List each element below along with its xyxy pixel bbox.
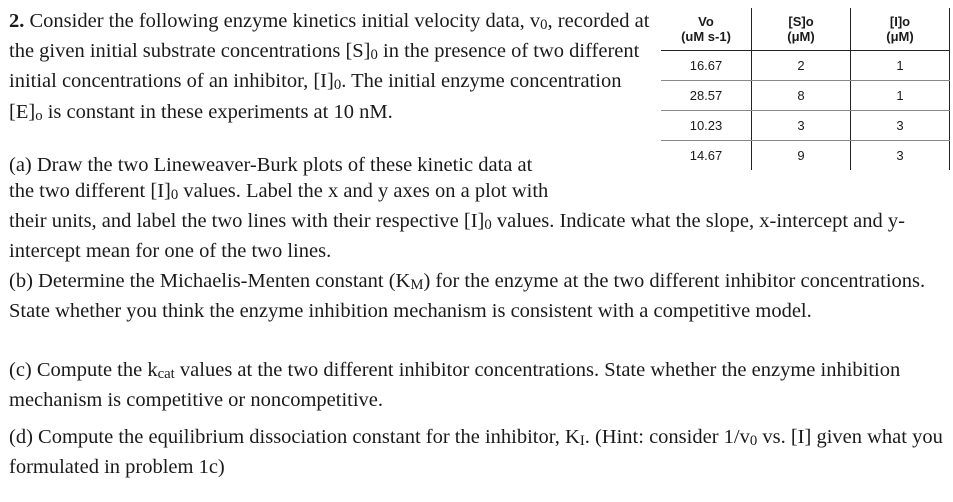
header-inhibitor-symbol: [I]o: [889, 14, 911, 29]
header-inhibitor: [851, 8, 950, 51]
part-b: [9, 268, 944, 324]
subscript: o: [35, 107, 43, 124]
cell-velocity: 14.67: [689, 148, 723, 163]
intro-text-3: in the presence of two different initial concentrations of an inhibitor, [I]: [9, 40, 640, 93]
subscript: 0: [170, 187, 179, 204]
intro-text-5: is constant in these experiments at 10 nM.: [42, 100, 393, 123]
part-a-text-2: the two different [I]: [9, 180, 171, 202]
header-substrate-symbol: [S]o: [788, 14, 814, 29]
subscript: 0: [333, 77, 342, 94]
cell-inhibitor: 3: [851, 111, 950, 141]
intro-text-4: . The initial enzyme concentration [E]: [9, 70, 622, 123]
cell-substrate: 8: [752, 81, 851, 111]
part-c: [9, 357, 944, 413]
table-row: [661, 51, 950, 81]
question-number: 2.: [9, 10, 25, 32]
cell-inhibitor: 1: [851, 51, 950, 81]
part-c-text-2: values at the two different inhibitor concentrations. State whether the enzyme inhibition mechanism is competitive or noncompetitive.: [9, 359, 901, 412]
part-d: [9, 424, 944, 480]
intro-text-1: Consider the following enzyme kinetics initial velocity data, v: [24, 10, 541, 32]
subscript: M: [410, 277, 424, 294]
cell-velocity: 16.67: [661, 51, 752, 81]
part-a-text-3: values. Label the x and y axes on a plot with: [178, 180, 549, 202]
header-velocity-unit: (uM s-1): [681, 29, 731, 44]
cell-inhibitor: 1: [851, 81, 950, 111]
kinetics-data-table: [661, 8, 950, 170]
part-d-text-1: (d) Compute the equilibrium dissociation constant for the inhibitor, K: [9, 426, 580, 448]
part-a-text-1: (a) Draw the two Lineweaver-Burk plots of these kinetic data at: [9, 154, 533, 176]
part-b-text-2: ) for the enzyme at the two different inhibitor concentrations. State whether you think the enzyme inhibition mechanism is consistent with a competitive model.: [9, 270, 926, 323]
part-b-text-1: (b) Determine the Michaelis-Menten constant (K: [9, 270, 411, 292]
header-velocity: [661, 8, 752, 51]
cell-substrate: 3: [752, 111, 851, 141]
part-d-text-2: . (Hint: consider 1/v: [584, 426, 750, 448]
cell-velocity: 10.23: [661, 111, 752, 141]
header-substrate: [752, 8, 851, 51]
subscript: 0: [540, 17, 548, 34]
header-inhibitor-unit: (μM): [886, 29, 914, 44]
table-header-row: [661, 8, 950, 51]
subscript: I: [579, 433, 585, 450]
part-c-text-1: (c) Compute the k: [9, 359, 158, 381]
table-row: [661, 111, 950, 141]
header-velocity-symbol: Vo: [698, 14, 714, 29]
part-d-text-3: vs. [I] given what you formulated in problem 1c): [9, 426, 943, 479]
intro-text-2: , recorded at the given initial substrate concentrations [S]: [9, 10, 650, 63]
part-a-text-5: values. Indicate what the slope, x-intercept and y-intercept mean for one of the two lines.: [9, 210, 905, 263]
table-row: [661, 81, 950, 111]
question-intro: [9, 8, 654, 129]
cell-inhibitor: 3: [851, 141, 950, 171]
cell-substrate: 2: [752, 51, 851, 81]
subscript: 0: [749, 433, 758, 450]
subscript: 0: [484, 217, 492, 234]
part-a-text-4: their units, and label the two lines with their respective [I]: [9, 210, 485, 233]
cell-velocity: 28.57: [661, 81, 752, 111]
part-a: [9, 152, 944, 264]
header-substrate-unit: (μM): [787, 29, 815, 44]
cell-substrate: 9: [752, 141, 851, 171]
subscript: 0: [370, 47, 378, 64]
subscript: cat: [157, 366, 175, 383]
